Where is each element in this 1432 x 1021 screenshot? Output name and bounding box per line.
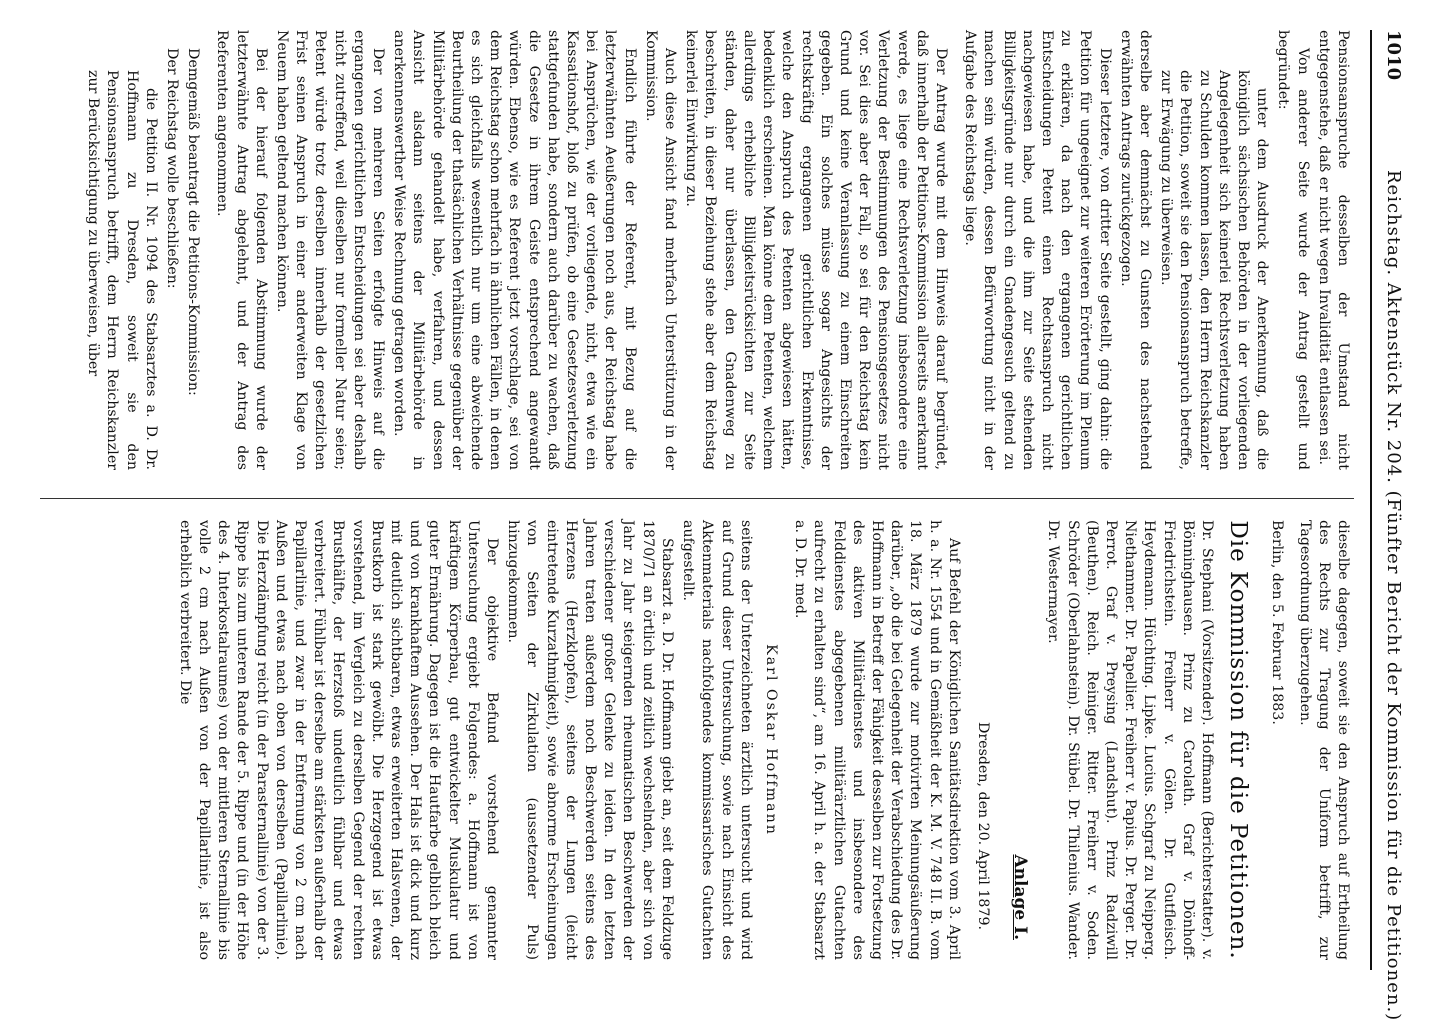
place-date: Berlin, den 5. Februar 1883. (1269, 520, 1286, 725)
page-number: 1010 (1383, 30, 1404, 81)
appendix-date: Dresden, den 20. April 1879. (974, 722, 991, 930)
paragraph: Der Reichstag wolle beschließen: (164, 48, 181, 289)
paragraph: Demgemäß beantragt die Petitions-Kommission: (185, 48, 202, 396)
paragraph: Der von mehreren Seiten erfolgte Hinweis auf die ergangenen gerichtlichen Entscheidungen sei aber deshalb nicht zutreffend, weil dieselben nur formeller Natur seien; Petent würde trotz derselben innerhalb der gesetzlichen Frist seinen Anspruch in einer anderweiten Klage von Neuem haben geltend machen können. (274, 30, 387, 470)
paragraph: derselbe aber demnächst zu Gunsten des nachstehend erwähnten Antrags zurückgezogen. (1117, 30, 1153, 470)
paragraph: Stabsarzt a. D. Dr. Hoffmann giebt an, seit dem Feldzuge 1870/71 an örtlich und zeitlich wechselnden, aber sich von Jahr zu Jahr steigernden rheumatischen Beschwerden der verschiedener großer Gelenke zu leiden. In den letzten Jahren traten außerdem noch Beschwerden seitens des Herzens (Herzklopfen), seitens der Lungen (leicht eintretende Kurzathmigkeit), sowie abnorme Erscheinungen von Seiten der Zirkulation (aussetzender Puls) hinzugekommen. (505, 520, 675, 960)
running-title: Reichstag. Aktenstück Nr. 204. (Fünfter Bericht der Kommission für die Petitionen.) (1383, 170, 1404, 1021)
left-column (40, 30, 1352, 470)
paragraph: seitens der Unterzeichneten ärztlich untersucht und wird auf Grund dieser Untersuchung, sowie nach Einsicht des Aktenmaterials nachfolgendes kommissarisches Gutachten aufgestellt. (680, 520, 754, 960)
paragraph: Pensionsanspruche desselben der Umstand nicht entgegenstehe, daß er nicht wegen Invalidität entlassen sei. (1315, 30, 1351, 470)
resolution-text: die Petition II. Nr. 1094 des Stabsarztes a. D. Dr. Hoffmann zu Dresden, soweit sie den Pensionsanspruch betrifft, dem Herrn Reichskanzler zur Berücksichtigung zu überweisen, über (85, 70, 159, 470)
column-divider (40, 498, 1354, 499)
page-header (1370, 30, 1412, 1021)
examined-person-name: Karl Oskar Hoffmann (762, 644, 779, 836)
right-column (40, 520, 1352, 960)
paragraph: Der Antrag wurde mit dem Hinweis darauf begründet, daß innerhalb der Petitions-Kommission allerseits anerkannt werde, es liege eine Rechtsverletzung insbesondere eine Verletzung der Bestimmungen des Pensionsgesetzes nicht vor. Sei dies aber der Fall, so sei für den Reichstag kein Grund und keine Veranlassung zu einem Einschreiten gegeben. Ein solches müsse sogar Angesichts der rechtskräftig ergangenen gerichtlichen Erkenntnisse, welche den Anspruch des Petenten abgewiesen hätten, bedenklich erscheinen. Man könne dem Petenten, welchem allerdings erhebliche Billigkeitsrücksichten zur Seite ständen, daher nur überlassen, den Gnadenweg zu beschreiten, in dieser Beziehung stehe aber dem Reichstag keinerlei Einwirkung zu. (683, 30, 949, 470)
paragraph: Bei der hierauf folgenden Abstimmung wurde der letzterwähnte Antrag abgelehnt, und der Antrag des Referenten angenommen. (214, 30, 269, 470)
paragraph: Endlich führte der Referent, mit Bezug auf die letzterwähnten Aeußerungen noch aus, der Reichstag habe bei Ansprüchen, wie der vorliegende, nicht, etwa wie ein Kassationshof, bloß zu prüfen, ob eine Gesetzesverletzung stattgefunden habe, sondern auch darüber zu wachen, daß die Gesetze in ihrem Geiste entsprechend angewandt würden. Ebenso, wie es Referent jetzt vorschlage, sei von dem Reichstag schon mehrfach in ähnlichen Fällen, in denen es sich gleichfalls wesentlich nur um eine abweichende Beurtheilung der thatsächlichen Verhältnisse gegenüber der Militärbehörde gehandelt habe, verfahren, und dessen Ansicht alsdann seitens der Militärbehörde in anerkennenswerther Weise Rechnung getragen worden. (391, 30, 638, 470)
paragraph: Auf Befehl der Königlichen Sanitätsdirektion vom 3. April h. a. Nr. 1554 und in Gemäßheit der K. M. V. 748 II. B. vom 18. März 1879 wurde zur motivirten Meinungsäußerung darüber, „ob die bei Gelegenheit der Verabschiedung des Dr. Hoffmann in Betreff der Fähigkeit desselben zur Fortsetzung des aktiven Militärdienstes und insbesondere des Felddienstes abgegebenen militärärztlichen Gutachten aufrecht zu erhalten sind“, am 16. April h. a. der Stabsarzt a. D. Dr. med. (792, 520, 962, 960)
member-list: Dr. Stephani (Vorsitzender). Hoffmann (Berichterstatter). v. Bönninghausen. Prinz zu Carolath. Graf v. Dönhoff-Friedrichstein. Freiherr v. Gölen. Dr. Gutfleisch. Heydemann. Hüchting. Lipke. Lucius. Schgraf zu Neipperg. Niethammer. Dr. Papellier. Freiherr v. Papius. Dr. Perger. Dr. Perrot. Graf v. Preysing (Landshut). Prinz Radziwill (Beuthen). Reich. Reiniger. Ritter. Freiherr v. Soden. Schröder (Oberlahnstein). Dr. Stübel. Dr. Thilenius. Wander. Dr. Westermayer. (1045, 520, 1215, 960)
paragraph: Der objektive Befund vorstehend genannter Untersuchung ergiebt Folgendes: a. Hoffmann ist von kräftigem Körperbau, gut entwickelter Muskulatur und guter Ernährung. Dagegen ist die Hautfarbe gelblich bleich und von krankhaftem Aussehen. Der Hals ist dick und kurz mit deutlich sichtbaren, etwas erweiterten Halsvenen, der Brustkorb ist stark gewölbt. Die Herzgegend ist etwas vorstehend, im Vergleich zu derselben Gegend der rechten Brusthälfte, der Herzstoß undeutlich fühlbar und etwas verbreitert. Fühlbar ist derselbe am stärksten außerhalb der Papillarlinie, und zwar in der Entfernung von 2 cm nach Außen und etwas nach oben von derselben (Papillarlinie). Die Herzdämpfung reicht (in der Parasternallinie) von der 3. Rippe bis zum unteren Rande der 5. Rippe und (in der Höhe des 4. Interkostalraumes) von der mittleren Sternallinie bis volle 2 cm nach Außen von der Papillarlinie, ist also erheblich verbreitert. Die (176, 520, 501, 960)
motion-text: unter dem Ausdruck der Anerkennung, daß die königlich sächsischen Behörden in der vorliegenden Angelegenheit sich keinerlei Rechtsverletzung haben zu Schulden kommen lassen, den Herrn Reichskanzler die Petition, soweit sie den Pensionsanspruch betreffe, zur Erwägung zu überweisen. (1158, 70, 1271, 470)
paragraph: Dieser letztere, von dritter Seite gestellt, ging dahin: die Petition für ungeeignet zur weiteren Erörterung im Plenum zu erklären, da nach den ergangenen gerichtlichen Entscheidungen Petent einen Rechtsanspruch nicht nachgewiesen habe, und die ihm zur Seite stehenden Billigkeitsgründe nur durch ein Gnadengesuch geltend zu machen sein würden, dessen Befürwortung nicht in der Aufgabe des Reichstags liege. (962, 30, 1113, 470)
appendix-label: Anlage I. (1010, 854, 1031, 940)
commission-heading: Die Kommission für die Petitionen. (1225, 520, 1252, 960)
paragraph: Auch diese Ansicht fand mehrfach Unterstützung in der Kommission. (642, 30, 679, 470)
paragraph: dieselbe dagegen, soweit sie den Anspruch auf Ertheilung des Rechts zur Tragung der Uniform betrifft, zur Tagesordnung überzugehen. (1296, 520, 1351, 960)
paragraph: Von anderer Seite wurde der Antrag gestellt und begründet: (1275, 30, 1311, 470)
